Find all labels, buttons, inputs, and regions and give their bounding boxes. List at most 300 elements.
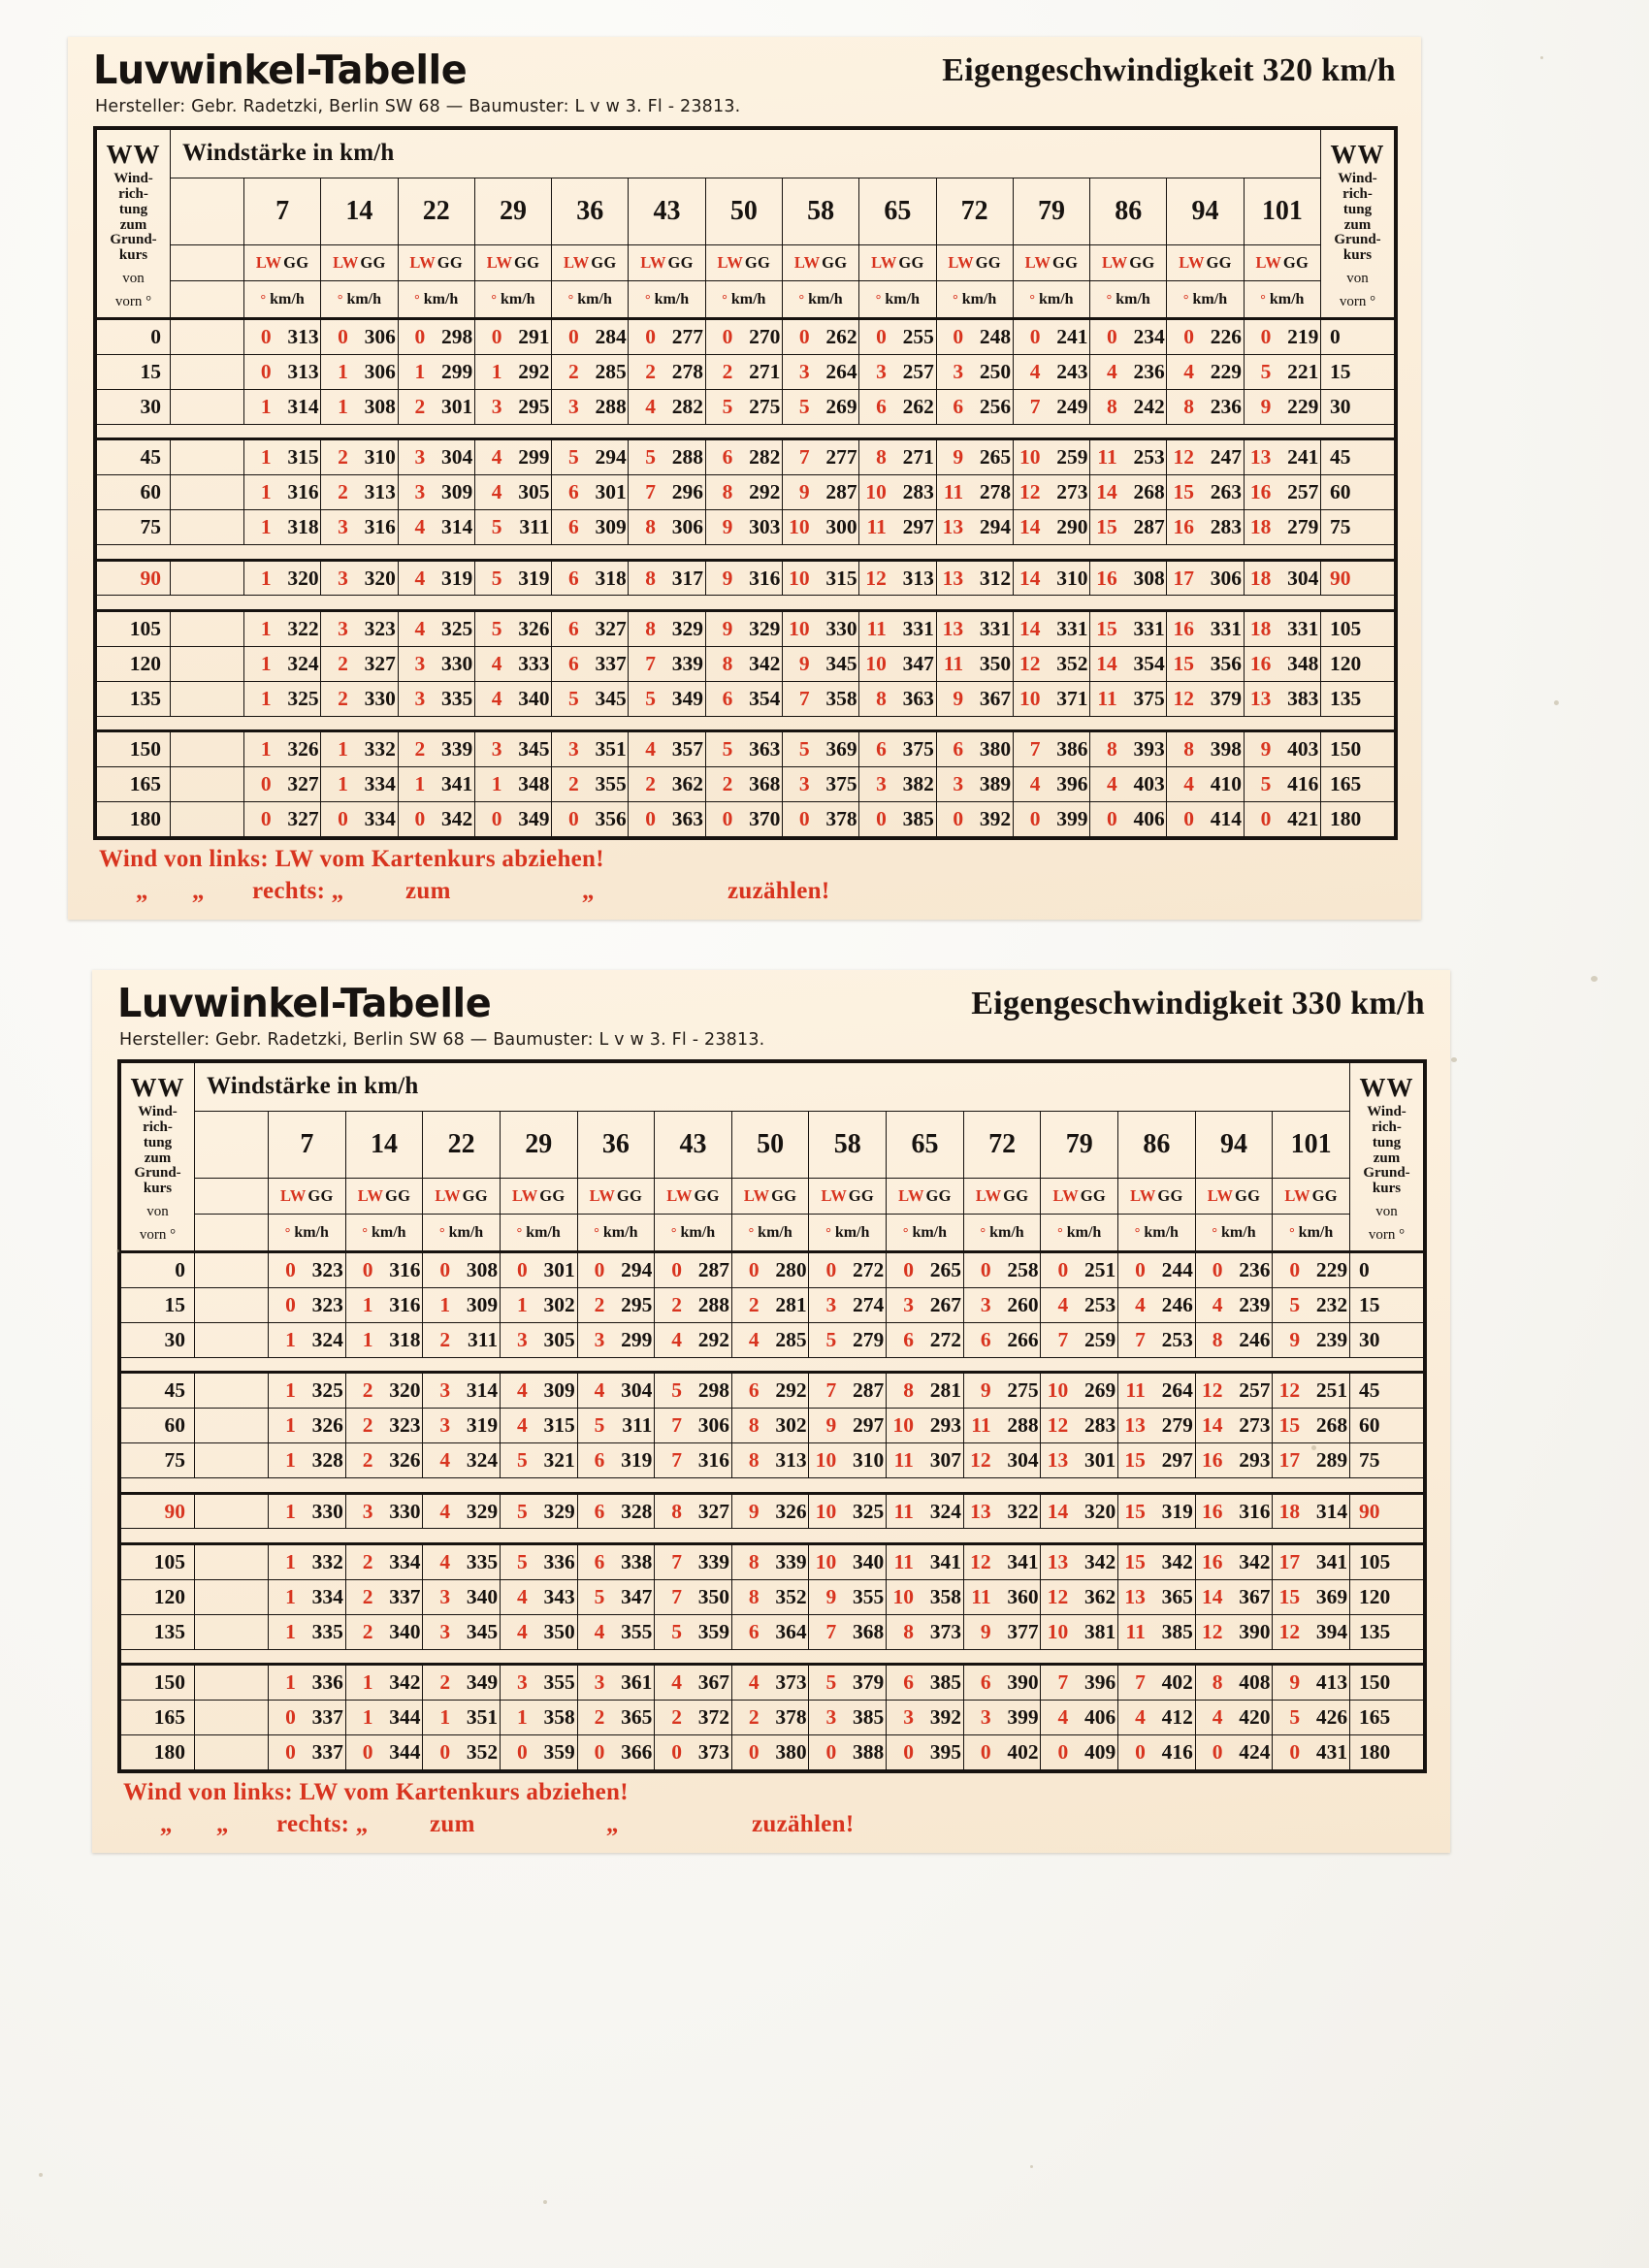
lw-gg-subheader: LW GG xyxy=(398,244,474,281)
table-row xyxy=(97,439,1395,475)
gg-value: 379 xyxy=(1210,686,1243,710)
footer-line-1: Wind von links: LW vom Kartenkurs abziehen! xyxy=(99,846,604,872)
table-row xyxy=(121,1322,1424,1357)
gg-value: 359 xyxy=(697,1619,730,1643)
unit-subheader: ° km/h xyxy=(1013,281,1089,319)
data-cell xyxy=(244,767,321,802)
lw-value: 15 xyxy=(1124,1499,1146,1523)
lw-value: 7 xyxy=(671,1584,683,1608)
unit-subheader: ° km/h xyxy=(1090,281,1167,319)
data-cell xyxy=(655,1373,732,1409)
data-cell xyxy=(1013,439,1089,475)
gg-value: 257 xyxy=(1239,1378,1271,1403)
data-cell xyxy=(345,1544,423,1580)
gg-value: 344 xyxy=(389,1740,421,1764)
lw-value: 8 xyxy=(722,651,733,675)
gg-value: 318 xyxy=(287,514,319,538)
lw-value: 13 xyxy=(1047,1550,1069,1574)
lw-value: 7 xyxy=(1029,737,1041,761)
lw-value: 10 xyxy=(815,1447,837,1472)
data-cell xyxy=(269,1665,346,1701)
gg-value: 327 xyxy=(595,617,627,641)
gg-value: 335 xyxy=(466,1550,499,1574)
data-cell xyxy=(500,1409,577,1443)
row-spacer xyxy=(195,1252,269,1288)
wind-direction-line: rich- xyxy=(143,1119,173,1136)
gg-value: 295 xyxy=(621,1293,653,1316)
data-cell xyxy=(936,355,1013,390)
wind-direction-line: zum xyxy=(1343,216,1372,233)
row-label-left: 15 xyxy=(121,1288,195,1323)
wind-speed-header: 101 xyxy=(1273,1111,1350,1178)
lw-value: 7 xyxy=(798,686,810,710)
data-cell xyxy=(321,475,398,510)
lw-value: 15 xyxy=(1124,1447,1146,1472)
gg-value: 372 xyxy=(697,1705,730,1730)
gg-value: 323 xyxy=(364,617,396,641)
gg-value: 347 xyxy=(902,651,934,675)
gg-value: 395 xyxy=(929,1740,961,1764)
gg-value: 385 xyxy=(902,807,934,830)
data-cell xyxy=(474,611,551,647)
lw-gg-subheader: LW GG xyxy=(474,244,551,281)
paper-speck xyxy=(543,2200,547,2204)
gg-value: 347 xyxy=(621,1584,653,1608)
unit-subheader: ° km/h xyxy=(1167,281,1244,319)
data-cell xyxy=(500,1665,577,1701)
data-cell xyxy=(398,475,474,510)
data-cell xyxy=(398,681,474,716)
lw-value: 0 xyxy=(671,1740,683,1764)
lw-value: 7 xyxy=(1135,1327,1146,1351)
lw-value: 2 xyxy=(722,772,733,796)
row-group-gap xyxy=(121,1477,1424,1493)
row-spacer xyxy=(171,355,244,390)
gg-value: 367 xyxy=(697,1670,730,1695)
lw-gg-subheader: LW GG xyxy=(1041,1178,1118,1215)
gg-value: 239 xyxy=(1239,1293,1271,1316)
gg-value: 316 xyxy=(364,514,396,538)
lw-value: 13 xyxy=(1124,1413,1146,1438)
lw-value: 13 xyxy=(970,1499,991,1523)
data-cell xyxy=(345,1443,423,1478)
lw-value: 6 xyxy=(903,1670,914,1695)
data-cell xyxy=(1118,1735,1196,1770)
spacer-col xyxy=(171,178,244,244)
gg-value: 396 xyxy=(1056,772,1088,796)
gg-value: 396 xyxy=(1083,1670,1116,1695)
lw-value: 5 xyxy=(798,394,810,418)
gg-value: 324 xyxy=(287,651,319,675)
lw-value: 1 xyxy=(516,1293,528,1316)
row-spacer xyxy=(195,1493,269,1529)
row-label-right: 120 xyxy=(1321,647,1395,682)
gg-value: 349 xyxy=(518,807,550,830)
data-cell xyxy=(244,439,321,475)
gg-value: 293 xyxy=(1239,1447,1271,1472)
gg-value: 342 xyxy=(389,1670,421,1695)
data-cell xyxy=(1041,1701,1118,1735)
gg-value: 406 xyxy=(1083,1705,1116,1730)
data-cell xyxy=(809,1493,887,1529)
gg-value: 244 xyxy=(1161,1258,1193,1282)
row-label-right: 150 xyxy=(1321,731,1395,767)
data-cell xyxy=(1195,1373,1273,1409)
lw-value: 16 xyxy=(1202,1447,1223,1472)
gg-value: 315 xyxy=(543,1413,575,1438)
lw-value: 4 xyxy=(1135,1705,1146,1730)
table-row xyxy=(121,1409,1424,1443)
wind-speed-header: 65 xyxy=(887,1111,964,1178)
lw-value: 0 xyxy=(491,325,502,349)
data-cell xyxy=(1118,1665,1196,1701)
data-cell xyxy=(244,731,321,767)
gg-value: 288 xyxy=(595,394,627,418)
lw-value: 3 xyxy=(903,1293,914,1316)
lw-value: 12 xyxy=(1202,1378,1223,1403)
table-row xyxy=(121,1252,1424,1288)
data-cell xyxy=(782,560,858,596)
data-cell xyxy=(1013,731,1089,767)
data-cell xyxy=(782,475,858,510)
gg-value: 322 xyxy=(287,617,319,641)
gg-value: 371 xyxy=(1056,686,1088,710)
gg-value: 355 xyxy=(543,1670,575,1695)
gg-value: 341 xyxy=(1007,1550,1039,1574)
lw-value: 1 xyxy=(439,1293,451,1316)
data-cell xyxy=(500,1580,577,1615)
gg-value: 278 xyxy=(671,360,704,383)
row-spacer xyxy=(195,1288,269,1323)
row-spacer xyxy=(195,1443,269,1478)
data-cell xyxy=(1167,647,1244,682)
data-cell xyxy=(809,1288,887,1323)
gg-value: 319 xyxy=(440,566,473,590)
lw-value: 8 xyxy=(748,1413,760,1438)
lw-value: 4 xyxy=(439,1550,451,1574)
gg-value: 323 xyxy=(389,1413,421,1438)
gg-value: 345 xyxy=(595,686,627,710)
data-cell xyxy=(1090,389,1167,424)
wind-speed-header: 22 xyxy=(423,1111,501,1178)
data-cell xyxy=(936,319,1013,355)
gg-value: 319 xyxy=(1161,1499,1193,1523)
lw-value: 0 xyxy=(980,1258,991,1282)
row-label-left: 150 xyxy=(97,731,171,767)
data-cell xyxy=(244,560,321,596)
gg-value: 229 xyxy=(1315,1258,1348,1282)
data-cell xyxy=(1013,355,1089,390)
row-label-right: 135 xyxy=(1350,1614,1424,1649)
data-cell xyxy=(1244,647,1320,682)
gg-value: 311 xyxy=(468,1327,499,1351)
ditto-mark: „ xyxy=(192,878,205,904)
lw-value: 5 xyxy=(594,1413,605,1438)
lw-gg-subheader: LW GG xyxy=(1244,244,1320,281)
gg-value: 319 xyxy=(621,1447,653,1472)
gg-value: 251 xyxy=(1315,1378,1348,1403)
unit-subheader: ° km/h xyxy=(345,1215,423,1252)
lw-value: 12 xyxy=(1018,651,1041,675)
data-cell xyxy=(552,319,629,355)
lw-value: 3 xyxy=(825,1293,837,1316)
row-spacer xyxy=(171,767,244,802)
gg-value: 292 xyxy=(697,1327,730,1351)
lw-value: 2 xyxy=(568,772,579,796)
data-cell xyxy=(887,1322,964,1357)
data-cell xyxy=(345,1701,423,1735)
gg-value: 341 xyxy=(929,1550,961,1574)
data-cell xyxy=(577,1544,655,1580)
lw-value: 4 xyxy=(594,1619,605,1643)
gg-value: 292 xyxy=(749,480,781,504)
gg-value: 314 xyxy=(440,514,473,538)
row-label-left: 75 xyxy=(121,1443,195,1478)
data-cell xyxy=(345,1580,423,1615)
lw-value: 16 xyxy=(1202,1499,1223,1523)
gg-value: 379 xyxy=(853,1670,885,1695)
data-cell xyxy=(474,767,551,802)
lw-value: 0 xyxy=(1057,1740,1069,1764)
data-cell xyxy=(629,355,705,390)
gg-value: 288 xyxy=(1007,1413,1039,1438)
unit-subheader: ° km/h xyxy=(1273,1215,1350,1252)
wind-speed-header: 94 xyxy=(1195,1111,1273,1178)
lw-value: 1 xyxy=(338,737,348,761)
gg-value: 301 xyxy=(440,394,473,418)
data-cell xyxy=(1041,1322,1118,1357)
data-cell xyxy=(321,611,398,647)
data-cell xyxy=(809,1443,887,1478)
lw-value: 0 xyxy=(1106,325,1117,349)
lw-value: 0 xyxy=(285,1705,296,1730)
data-cell xyxy=(809,1701,887,1735)
row-label-left: 30 xyxy=(97,389,171,424)
row-label-left: 45 xyxy=(121,1373,195,1409)
table-row xyxy=(121,1735,1424,1770)
row-label-left: 105 xyxy=(121,1544,195,1580)
lw-value: 3 xyxy=(876,772,887,796)
gg-value: 232 xyxy=(1315,1293,1348,1316)
data-cell xyxy=(398,560,474,596)
lw-gg-subheader: LW GG xyxy=(244,244,321,281)
lw-value: 10 xyxy=(789,566,810,590)
lw-value: 2 xyxy=(594,1705,605,1730)
lw-gg-subheader: LW GG xyxy=(1167,244,1244,281)
data-cell xyxy=(1244,611,1320,647)
gg-value: 309 xyxy=(466,1293,499,1316)
gg-value: 402 xyxy=(1007,1740,1039,1764)
gg-value: 304 xyxy=(621,1378,653,1403)
gg-value: 431 xyxy=(1315,1740,1348,1764)
gg-value: 386 xyxy=(1056,737,1088,761)
lw-value: 0 xyxy=(798,807,810,830)
data-cell xyxy=(1118,1409,1196,1443)
lw-value: 14 xyxy=(1202,1584,1223,1608)
gg-value: 320 xyxy=(287,566,319,590)
unit-subheader: ° km/h xyxy=(577,1215,655,1252)
data-cell xyxy=(705,560,782,596)
lw-value: 3 xyxy=(491,394,502,418)
lw-value: 3 xyxy=(439,1619,451,1643)
data-cell xyxy=(731,1373,809,1409)
lw-value: 0 xyxy=(876,325,887,349)
gg-value: 373 xyxy=(697,1740,730,1764)
data-cell xyxy=(1244,560,1320,596)
data-cell xyxy=(859,647,936,682)
lw-value: 1 xyxy=(338,394,348,418)
gg-value: 337 xyxy=(311,1740,343,1764)
data-cell xyxy=(552,611,629,647)
wind-direction-line: zum xyxy=(1373,1150,1401,1166)
gg-value: 320 xyxy=(389,1378,421,1403)
lw-value: 1 xyxy=(260,617,272,641)
lw-value: 0 xyxy=(338,807,348,830)
table-row xyxy=(97,560,1395,596)
lw-value: 0 xyxy=(645,807,657,830)
data-cell xyxy=(1167,319,1244,355)
gg-value: 314 xyxy=(1315,1499,1348,1523)
gg-value: 288 xyxy=(671,445,704,470)
row-label-left: 15 xyxy=(97,355,171,390)
lw-value: 7 xyxy=(1057,1327,1069,1351)
gg-value: 416 xyxy=(1287,772,1319,796)
lw-value: 4 xyxy=(1029,772,1041,796)
data-cell xyxy=(321,319,398,355)
lw-value: 12 xyxy=(1278,1378,1301,1403)
data-cell xyxy=(655,1665,732,1701)
gg-value: 369 xyxy=(1315,1584,1348,1608)
data-cell xyxy=(1273,1701,1350,1735)
unit-subheader: ° km/h xyxy=(1118,1215,1196,1252)
lw-value: 11 xyxy=(866,617,887,641)
lw-value: 0 xyxy=(491,807,502,830)
lw-gg-subheader: LW GG xyxy=(345,1178,423,1215)
lw-value: 18 xyxy=(1278,1499,1301,1523)
lw-value: 14 xyxy=(1047,1499,1069,1523)
lw-value: 3 xyxy=(414,480,426,504)
data-cell xyxy=(629,439,705,475)
lw-gg-subheader: LW GG xyxy=(731,1178,809,1215)
lw-value: 15 xyxy=(1096,514,1117,538)
row-label-right: 150 xyxy=(1350,1665,1424,1701)
lw-value: 4 xyxy=(645,737,657,761)
wind-direction-line: Grund- xyxy=(1334,232,1381,248)
data-cell xyxy=(1013,319,1089,355)
lw-value: 9 xyxy=(748,1499,760,1523)
data-cell xyxy=(244,355,321,390)
ww-label: WW xyxy=(106,139,161,169)
lw-value: 6 xyxy=(594,1499,605,1523)
row-label-right: 0 xyxy=(1321,319,1395,355)
lw-value: 16 xyxy=(1173,514,1195,538)
data-cell xyxy=(936,767,1013,802)
lw-value: 4 xyxy=(1212,1705,1223,1730)
gg-value: 282 xyxy=(749,445,781,470)
gg-value: 338 xyxy=(621,1550,653,1574)
gg-value: 382 xyxy=(902,772,934,796)
footer-rechts: rechts: „ xyxy=(252,878,344,904)
gg-value: 337 xyxy=(311,1705,343,1730)
lw-value: 5 xyxy=(516,1550,528,1574)
data-cell xyxy=(552,510,629,545)
gg-value: 310 xyxy=(853,1447,885,1472)
gg-value: 298 xyxy=(697,1378,730,1403)
gg-value: 241 xyxy=(1056,325,1088,349)
wind-speed-header: 65 xyxy=(859,178,936,244)
data-cell xyxy=(1118,1493,1196,1529)
lw-value: 4 xyxy=(491,651,502,675)
lw-value: 8 xyxy=(1183,737,1195,761)
data-cell xyxy=(629,319,705,355)
data-cell xyxy=(552,475,629,510)
gg-value: 266 xyxy=(1007,1327,1039,1351)
gg-value: 246 xyxy=(1161,1293,1193,1316)
lw-value: 9 xyxy=(1260,737,1272,761)
data-cell xyxy=(782,355,858,390)
data-cell xyxy=(269,1373,346,1409)
unit-subheader: ° km/h xyxy=(809,1215,887,1252)
gg-value: 370 xyxy=(749,807,781,830)
gg-value: 375 xyxy=(902,737,934,761)
lw-value: 1 xyxy=(491,360,502,383)
lw-value: 1 xyxy=(285,1413,296,1438)
unit-subheader: ° km/h xyxy=(321,281,398,319)
data-cell xyxy=(1013,475,1089,510)
lw-value: 5 xyxy=(671,1619,683,1643)
gg-value: 363 xyxy=(671,807,704,830)
gg-value: 327 xyxy=(697,1499,730,1523)
lw-value: 5 xyxy=(594,1584,605,1608)
gg-value: 293 xyxy=(929,1413,961,1438)
lw-value: 15 xyxy=(1278,1584,1301,1608)
data-cell xyxy=(1041,1288,1118,1323)
unit-subheader: ° km/h xyxy=(1041,1215,1118,1252)
data-cell xyxy=(398,439,474,475)
gg-value: 262 xyxy=(902,394,934,418)
data-cell xyxy=(500,1614,577,1649)
lw-value: 11 xyxy=(1125,1378,1146,1403)
wind-direction-line: Wind- xyxy=(1338,171,1377,187)
gg-value: 239 xyxy=(1315,1327,1348,1351)
gg-value: 321 xyxy=(543,1447,575,1472)
lw-value: 5 xyxy=(825,1670,837,1695)
row-label-right: 180 xyxy=(1350,1735,1424,1770)
data-cell xyxy=(244,475,321,510)
gg-value: 287 xyxy=(853,1378,885,1403)
lw-value: 3 xyxy=(362,1499,373,1523)
lw-value: 6 xyxy=(953,737,964,761)
gg-value: 393 xyxy=(1133,737,1165,761)
lw-value: 10 xyxy=(1047,1378,1069,1403)
lw-value: 2 xyxy=(338,480,348,504)
gg-value: 329 xyxy=(749,617,781,641)
lw-value: 4 xyxy=(414,617,426,641)
from-front-line: vorn ° xyxy=(114,293,152,309)
lw-value: 2 xyxy=(645,772,657,796)
data-cell xyxy=(474,355,551,390)
data-cell xyxy=(655,1443,732,1478)
lw-value: 0 xyxy=(594,1258,605,1282)
gg-value: 313 xyxy=(364,480,396,504)
lw-value: 3 xyxy=(798,360,810,383)
gg-value: 271 xyxy=(749,360,781,383)
row-label-left: 165 xyxy=(97,767,171,802)
gg-value: 362 xyxy=(671,772,704,796)
row-spacer xyxy=(171,389,244,424)
gg-value: 301 xyxy=(543,1258,575,1282)
lw-value: 2 xyxy=(362,1447,373,1472)
